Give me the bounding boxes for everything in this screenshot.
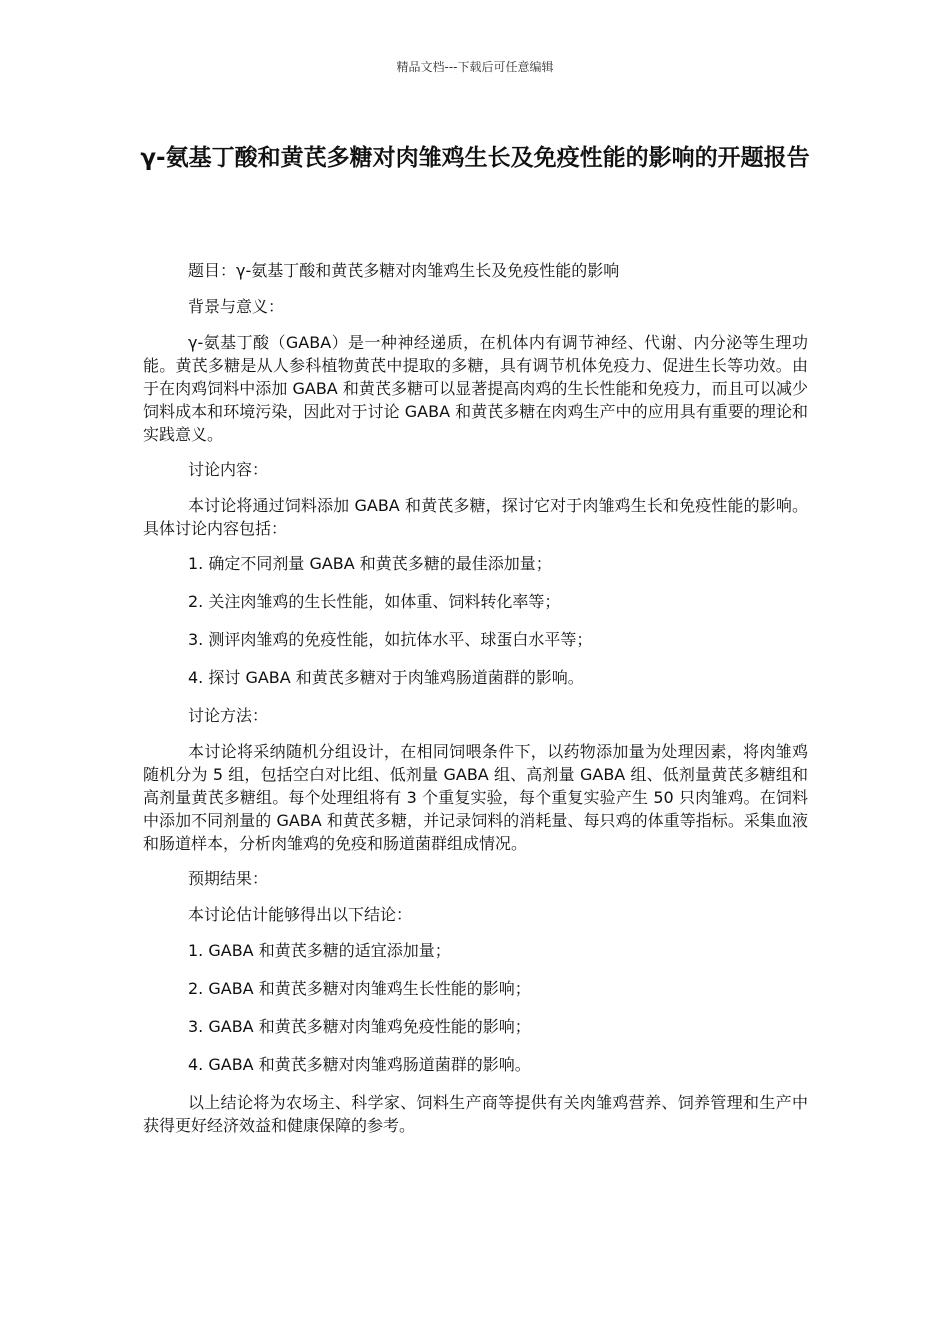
content-list-item: 1. 确定不同剂量 GABA 和黄芪多糖的最佳添加量；	[188, 554, 552, 573]
method-paragraph: 本讨论将采纳随机分组设计，在相同饲喂条件下，以药物添加量为处理因素，将肉雏鸡随机分为 5 组，包括空白对比组、低剂量 GABA 组、高剂量 GABA 组、低剂量黄芪多糖组和高剂量黄芪多糖组。每个处理组将有 3 个重复实验，每个重复实验产生 50 只肉雏鸡。在饲料中添加不同剂量的 GABA 和黄芪多糖，并记录饲料的消耗量、每只鸡的体重等指标。采集血液和肠道样本，分析肉雏鸡的免疫和肠道菌群组成情况。	[143, 742, 808, 853]
background-heading: 背景与意义：	[188, 297, 285, 316]
results-list-item: 4. GABA 和黄芪多糖对肉雏鸡肠道菌群的影响。	[188, 1055, 531, 1074]
results-intro: 本讨论估计能够得出以下结论：	[188, 905, 413, 924]
results-list-item: 2. GABA 和黄芪多糖对肉雏鸡生长性能的影响；	[188, 979, 531, 998]
results-list-item: 3. GABA 和黄芪多糖对肉雏鸡免疫性能的影响；	[188, 1017, 531, 1036]
content-list-item: 4. 探讨 GABA 和黄芪多糖对于肉雏鸡肠道菌群的影响。	[188, 668, 584, 687]
conclusion-paragraph: 以上结论将为农场主、科学家、饲料生产商等提供有关肉雏鸡营养、饲养管理和生产中获得更好经济效益和健康保障的参考。	[143, 1093, 808, 1135]
method-heading: 讨论方法：	[188, 706, 269, 725]
results-heading: 预期结果：	[188, 869, 269, 888]
content-intro-paragraph: 本讨论将通过饲料添加 GABA 和黄芪多糖，探讨它对于肉雏鸡生长和免疫性能的影响。具体讨论内容包括：	[143, 496, 808, 538]
content-list-item: 2. 关注肉雏鸡的生长性能，如体重、饲料转化率等；	[188, 592, 561, 611]
page-header-note: 精品文档---下载后可任意编辑	[396, 60, 554, 74]
document-body	[143, 259, 808, 1149]
content-list-item: 3. 测评肉雏鸡的免疫性能，如抗体水平、球蛋白水平等；	[188, 630, 593, 649]
content-heading: 讨论内容：	[188, 460, 269, 479]
document-title: γ-氨基丁酸和黄芪多糖对肉雏鸡生长及免疫性能的影响的开题报告	[140, 145, 810, 171]
results-list-item: 1. GABA 和黄芪多糖的适宜添加量；	[188, 941, 451, 960]
background-paragraph: γ-氨基丁酸（GABA）是一种神经递质，在机体内有调节神经、代谢、内分泌等生理功能。黄芪多糖是从人参科植物黄芪中提取的多糖，具有调节机体免疫力、促进生长等功效。由于在肉鸡饲料中添加 GABA 和黄芪多糖可以显著提高肉鸡的生长性能和免疫力，而且可以减少饲料成本和环境污染，因此对于讨论 GABA 和黄芪多糖在肉鸡生产中的应用具有重要的理论和实践意义。	[143, 333, 808, 444]
topic-line: 题目：γ-氨基丁酸和黄芪多糖对肉雏鸡生长及免疫性能的影响	[188, 261, 620, 280]
